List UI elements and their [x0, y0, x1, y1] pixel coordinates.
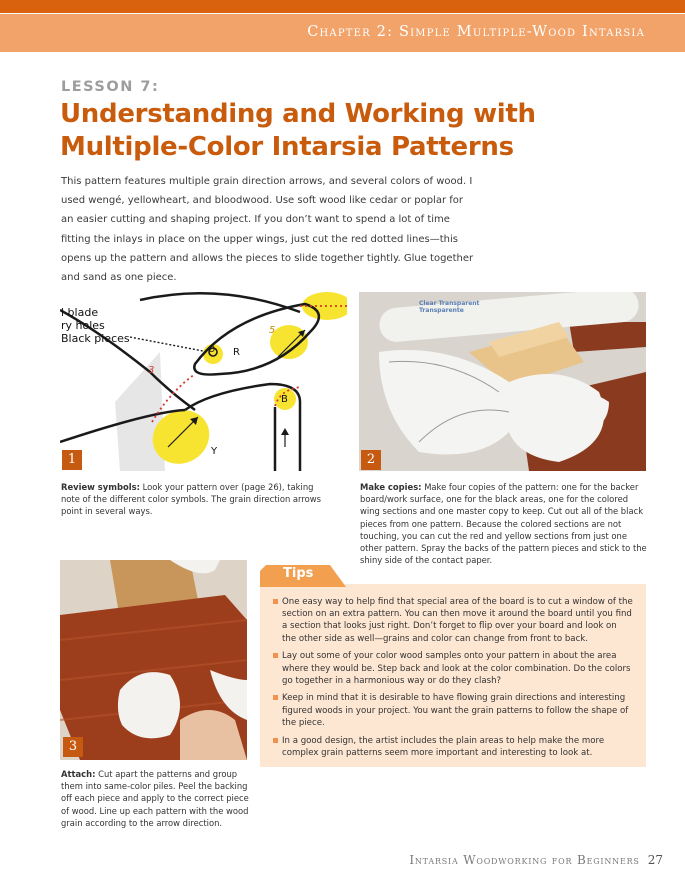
tip-item [273, 692, 633, 729]
chapter-title: Chapter 2: Simple Multiple-Wood Intarsia [307, 24, 645, 40]
label-3: 3 [148, 365, 155, 376]
chapter-header-bar [0, 14, 685, 52]
tip-text: In a good design, the artist includes the plain areas to help make the more complex grain patterns seem more important and interesting to look at. [282, 735, 605, 758]
top-accent-strip [0, 0, 685, 13]
lesson-label: LESSON 7: [61, 79, 160, 95]
tip-item [273, 735, 633, 759]
page-footer [409, 853, 663, 867]
figure-2-number-badge: 2 [361, 450, 381, 470]
bullet-square-icon [273, 738, 278, 743]
footer-book-title: Intarsia Woodworking for Beginners [409, 853, 640, 867]
lesson-title: Understanding and Working with Multiple-Color Intarsia Patterns [60, 99, 536, 162]
tips-label: Tips [283, 566, 314, 581]
label-y: Y [211, 446, 218, 457]
tip-item [273, 596, 633, 645]
figure-3-photo [60, 560, 247, 760]
label-blade: l blade [61, 306, 99, 319]
tip-text: One easy way to help find that special area of the board is to cut a window of the section on an extra pattern. You can then move it around the board until you find a section that looks just right. Don’t forget to flip over your board and look on the other side as well—grains and color can change from front to back. [282, 597, 633, 644]
figure-2-photo [359, 292, 646, 471]
bullet-square-icon [273, 599, 278, 604]
bullet-square-icon [273, 653, 278, 658]
tips-list [273, 596, 633, 764]
figure-3-caption-title: Attach: [61, 769, 96, 779]
label-black-pieces: Black pieces [61, 332, 130, 345]
tip-item [273, 650, 633, 687]
tip-text: Lay out some of your color wood samples onto your pattern in about the area where they would be. Step back and look at the color combination. Do the colors go together in a harmonious way or do they clash? [282, 651, 631, 686]
label-o: O [208, 345, 216, 355]
label-b: B [281, 394, 288, 405]
figure-2-caption-title: Make copies: [360, 482, 422, 492]
figure-1-caption-title: Review symbols: [61, 482, 140, 492]
figure-3-number-badge: 3 [63, 737, 83, 757]
intro-paragraph: This pattern features multiple grain direction arrows, and several colors of wood. I used wengé, yellowheart, and bloodwood. Use soft wood like cedar or poplar for an easier cutting and shaping project. If you don’t want to spend a lot of time fitting the inlays in place on the upper wings, just cut the red dotted lines—this opens up the pattern and allows the pieces to slide together tightly. Glue together and sand as one piece. [61, 176, 474, 284]
figure-3-caption [61, 768, 251, 829]
attach-photo-drawing [60, 560, 247, 760]
figure-2-caption-body: Make four copies of the pattern: one for the backer board/work surface, one for the black areas, one for the colored wing sections and one master copy to keep. Cut out all of the black pieces from one pattern. Because the colored sections are not touching, you can cut the red and yellow sections from just one other pattern. Spray the backs of the pattern pieces and stick to the shiny side of the contact paper. [360, 482, 647, 566]
figure-3-caption-body: Cut apart the patterns and group them into same-color piles. Peel the backing off each piece and apply to the correct piece of wood. Line up each pattern with the wood grain according to the arrow direction. [61, 769, 249, 828]
copies-photo-drawing [359, 292, 646, 471]
bullet-square-icon [273, 695, 278, 700]
figure-2-caption [360, 481, 650, 566]
label-holes: ry holes [61, 319, 105, 332]
figure-1-number-badge: 1 [62, 450, 82, 470]
label-5: 5 [269, 325, 276, 336]
tip-text: Keep in mind that it is desirable to have flowing grain directions and interesting figured woods in your project. You want the grain patterns to follow the shape of the piece. [282, 693, 629, 728]
label-r: R [233, 347, 240, 358]
contact-paper-roll-text: Clear Transparent Transparente [419, 300, 480, 314]
page-number: 27 [647, 853, 663, 867]
figure-1-pattern-diagram [60, 292, 347, 471]
figure-1-caption-body: Look your pattern over (page 26), taking note of the different color symbols. The grain direction arrows point in several ways. [61, 482, 321, 517]
figure-1-caption [61, 481, 321, 518]
